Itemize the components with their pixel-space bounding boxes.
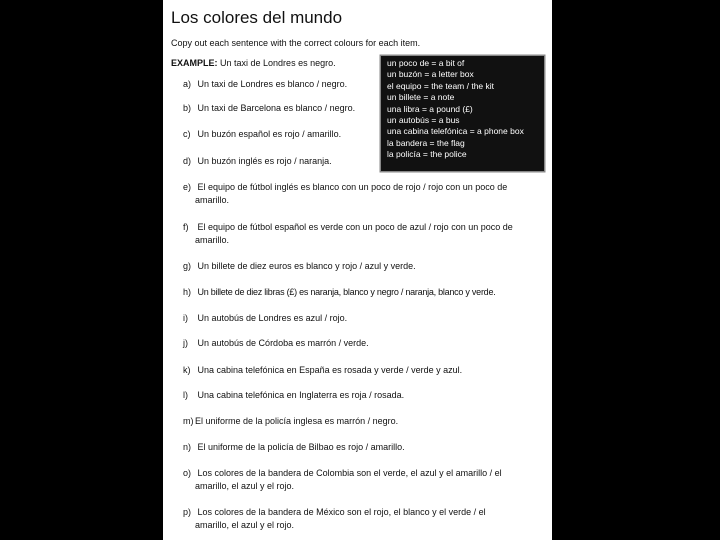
item-label: e) (183, 182, 192, 192)
item-text-continued: amarillo. (195, 234, 230, 245)
item-label: j) (183, 338, 188, 348)
vocab-entry: un buzón = a letter box (387, 69, 474, 80)
item-label: d) (183, 156, 192, 166)
vocab-entry: una libra = a pound (£) (387, 103, 473, 114)
item-label: h) (183, 287, 192, 297)
example-text: Un taxi de Londres es negro. (217, 58, 336, 68)
exercise-item (183, 441, 545, 454)
item-text: El uniforme de la policía de Bilbao es rojo / amarillo. (197, 442, 405, 452)
exercise-item (183, 78, 545, 91)
item-label: l) (183, 390, 188, 400)
exercise-item (183, 102, 545, 115)
instruction-text: Copy out each sentence with the correct colours for each item. (171, 38, 421, 48)
item-label: c) (183, 129, 191, 139)
item-text-continued: amarillo, el azul y el rojo. (195, 519, 295, 530)
exercise-item (183, 389, 545, 402)
item-text: Un buzón español es rojo / amarillo. (197, 129, 342, 139)
item-label: f) (183, 222, 189, 232)
exercise-item (183, 337, 545, 350)
vocab-entry: un poco de = a bit of (387, 58, 465, 68)
item-text: El equipo de fútbol inglés es blanco con un poco de rojo / rojo con un poco de (197, 182, 508, 192)
item-label: g) (183, 261, 192, 271)
item-text: Un taxi de Barcelona es blanco / negro. (197, 103, 356, 113)
exercise-item (183, 286, 545, 299)
item-label: a) (183, 79, 192, 89)
vocab-entry: la bandera = the flag (387, 137, 465, 148)
exercise-item (183, 364, 545, 377)
example-line (171, 58, 336, 68)
item-text: Un taxi de Londres es blanco / negro. (197, 79, 348, 89)
exercise-item (183, 221, 545, 246)
item-text: Un autobús de Londres es azul / rojo. (197, 313, 348, 323)
exercise-item (183, 155, 545, 168)
item-text: El equipo de fútbol español es verde con un poco de azul / rojo con un poco de (197, 222, 513, 232)
vocab-entry: una cabina telefónica = a phone box (387, 126, 524, 137)
item-text: Un autobús de Córdoba es marrón / verde. (197, 338, 369, 348)
exercise-item (183, 506, 545, 531)
page-title: Los colores del mundo (171, 8, 343, 27)
item-label: b) (183, 103, 192, 113)
exercise-item (183, 181, 545, 206)
item-text: Un billete de diez euros es blanco y rojo / azul y verde. (197, 261, 416, 271)
item-label: k) (183, 365, 191, 375)
item-text: Una cabina telefónica en España es rosada y verde / verde y azul. (197, 365, 463, 375)
item-text-continued: amarillo. (195, 194, 230, 205)
vocab-entry: la policía = the police (387, 149, 467, 160)
item-label: o) (183, 468, 192, 478)
vocab-entry: el equipo = the team / the kit (387, 80, 495, 91)
example-label: EXAMPLE: (171, 58, 218, 68)
item-text-continued: amarillo, el azul y el rojo. (195, 480, 295, 491)
item-label: m) (183, 416, 194, 426)
item-text: Un billete de diez libras (£) es naranja, blanco y negro / naranja, blanco y verde. (197, 287, 496, 297)
exercise-item (183, 467, 545, 492)
item-label: n) (183, 442, 192, 452)
worksheet-page (163, 0, 552, 540)
item-label: p) (183, 507, 192, 517)
exercise-item (183, 260, 545, 273)
item-text: Un buzón inglés es rojo / naranja. (197, 156, 332, 166)
item-label: i) (183, 313, 188, 323)
item-text: Los colores de la bandera de Colombia son el verde, el azul y el amarillo / el (197, 468, 502, 478)
vocab-entry: un billete = a note (387, 92, 455, 103)
item-text: El uniforme de la policía inglesa es marrón / negro. (195, 416, 399, 426)
exercise-item (183, 415, 545, 428)
item-text: Los colores de la bandera de México son el rojo, el blanco y el verde / el (197, 507, 486, 517)
item-text: Una cabina telefónica en Inglaterra es roja / rosada. (197, 390, 405, 400)
vocab-entry: un autobús = a bus (387, 115, 460, 126)
exercise-item (183, 128, 545, 141)
exercise-item (183, 312, 545, 325)
